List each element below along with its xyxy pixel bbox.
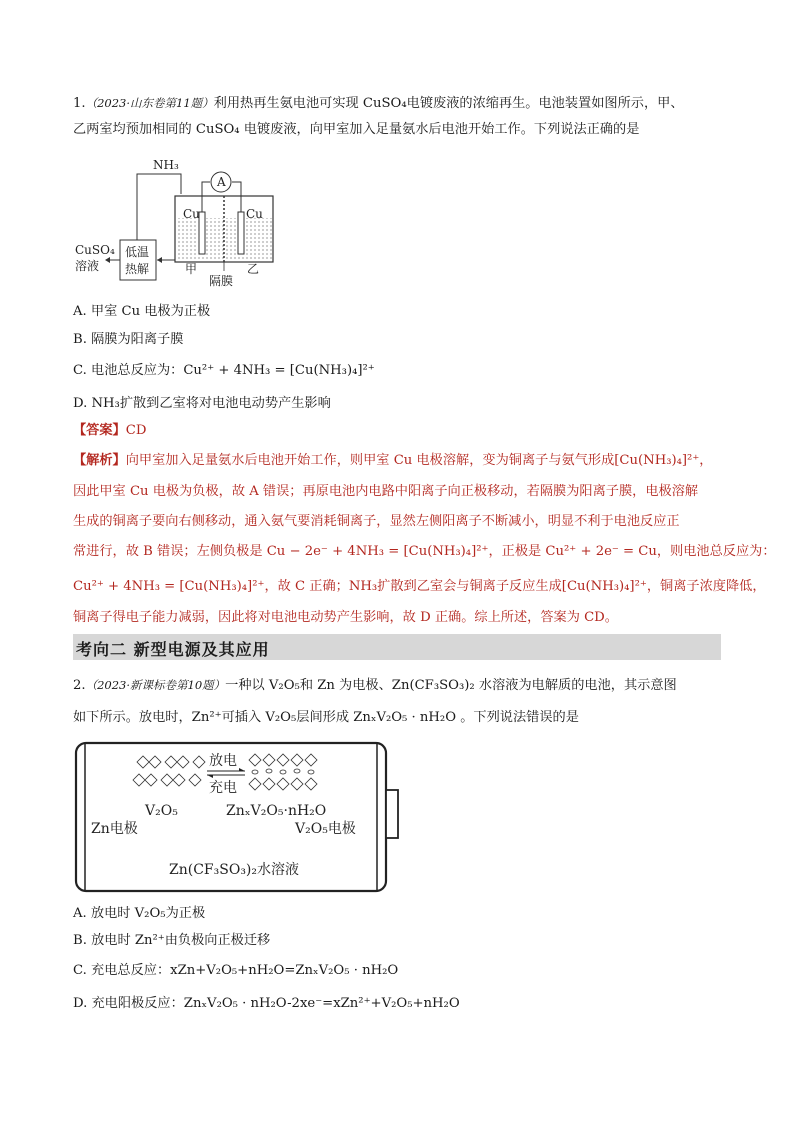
q1-answer (73, 422, 146, 440)
q2-option-a: A. 放电时 V₂O₅为正极 (73, 906, 206, 921)
cu-left-label: Cu (183, 207, 200, 221)
analysis-text1: 向甲室加入足量氨水后电池开始工作，则甲室 Cu 电极溶解，变为铜离子与氨气形成[Cu(NH₃)₄]²⁺， (125, 453, 713, 468)
q1-analysis-line1 (73, 452, 713, 470)
q1-source: （2023·山东卷第11题） (85, 96, 214, 110)
q2-option-c: C. 充电总反应：xZn+V₂O₅+nH₂O=ZnₓV₂O₅ · nH₂O (73, 963, 399, 978)
cuso4-label: CuSO₄ (75, 243, 115, 257)
q1-analysis-line5: Cu²⁺ + 4NH₃ = [Cu(NH₃)₄]²⁺，故 C 正确；NH₃扩散到乙室会与铜离子反应生成[Cu(NH₃)₄]²⁺，铜离子浓度降低， (73, 579, 766, 594)
q1-analysis-line6: 铜离子得电子能力减弱，因此将对电池电动势产生影响，故 D 正确。综上所述，答案为 CD。 (73, 610, 618, 625)
q2-stem-line2: 如下所示。放电时，Zn²⁺可插入 V₂O₅层间形成 ZnₓV₂O₅ · nH₂O 。下列说法错误的是 (73, 710, 579, 725)
q2-source: （2023·新课标卷第10题） (85, 678, 226, 692)
q1-stem-line2: 乙两室均预加相同的 CuSO₄ 电镀废液，向甲室加入足量氨水后电池开始工作。下列说法正确的是 (73, 122, 640, 137)
box-line1: 低温 (125, 245, 150, 259)
analysis-label: 【解析】 (73, 453, 126, 468)
q2-stem-text1: 一种以 V₂O₅和 Zn 为电极、Zn(CF₃SO₃)₂ 水溶液为电解质的电池，其示意图 (225, 678, 677, 693)
room-left-label: 甲 (185, 262, 198, 276)
discharge-label: 放电 (209, 753, 237, 769)
q1-option-a: A. 甲室 Cu 电极为正极 (73, 304, 211, 319)
q2-stem-line1 (73, 676, 677, 695)
zn-electrode-label: Zn电极 (91, 821, 138, 837)
v2o5-electrode-label: V₂O₅电极 (295, 821, 356, 837)
answer-label: 【答案】 (73, 423, 126, 438)
cu-right-label: Cu (246, 207, 263, 221)
section-title: 考向二 新型电源及其应用 (76, 640, 270, 659)
q1-option-c-prefix: C. 电池总反应为： (73, 363, 184, 378)
battery-terminal (386, 790, 398, 838)
box-line2: 热解 (125, 262, 150, 276)
q1-cell-diagram (73, 156, 303, 288)
q2-number: 2. (73, 678, 86, 693)
q1-option-c-formula: Cu²⁺ + 4NH₃ = [Cu(NH₃)₄]²⁺ (183, 363, 375, 378)
q1-option-c (73, 362, 375, 380)
q1-stem-text1: 利用热再生氨电池可实现 CuSO₄电镀废液的浓缩再生。电池装置如图所示，甲、 (213, 96, 684, 111)
electrolyte-label: Zn(CF₃SO₃)₂水溶液 (169, 862, 299, 878)
v2o5-label: V₂O₅ (145, 803, 178, 819)
room-right-label: 乙 (247, 262, 260, 276)
q2-battery-diagram (73, 740, 409, 896)
membrane-label: 隔膜 (209, 274, 234, 288)
q1-option-b: B. 隔膜为阳离子膜 (73, 332, 184, 347)
answer-value: CD (125, 423, 147, 438)
solution-label: 溶液 (75, 259, 100, 273)
q1-number: 1. (73, 96, 86, 111)
q1-analysis-line2: 因此甲室 Cu 电极为负极，故 A 错误；再原电池内电路中阳离子向正极移动，若隔膜为阳离子膜，电极溶解 (73, 484, 699, 499)
q1-option-d: D. NH₃扩散到乙室将对电池电动势产生影响 (73, 396, 331, 411)
q2-option-d: D. 充电阳极反应：ZnₓV₂O₅ · nH₂O-2xe⁻=xZn²⁺+V₂O₅+nH₂O (73, 996, 460, 1011)
ammeter-label: A (217, 175, 226, 189)
q1-analysis-line3: 生成的铜离子要向右侧移动，通入氨气要消耗铜离子，显然左侧阳离子不断减小，明显不利于电池反应正 (73, 514, 680, 529)
charge-label: 充电 (209, 780, 237, 796)
znxv2o5-label: ZnₓV₂O₅·nH₂O (226, 803, 327, 819)
nh3-label: NH₃ (153, 158, 179, 172)
cu-electrode-right (238, 212, 244, 254)
q2-option-b: B. 放电时 Zn²⁺由负极向正极迁移 (73, 933, 271, 948)
q1-stem-line1 (73, 94, 684, 113)
q1-analysis-line4: 常进行，故 B 错误；左侧负极是 Cu − 2e⁻ + 4NH₃ = [Cu(NH₃)₄]²⁺，正极是 Cu²⁺ + 2e⁻ = Cu，则电池总反应为： (73, 544, 776, 559)
